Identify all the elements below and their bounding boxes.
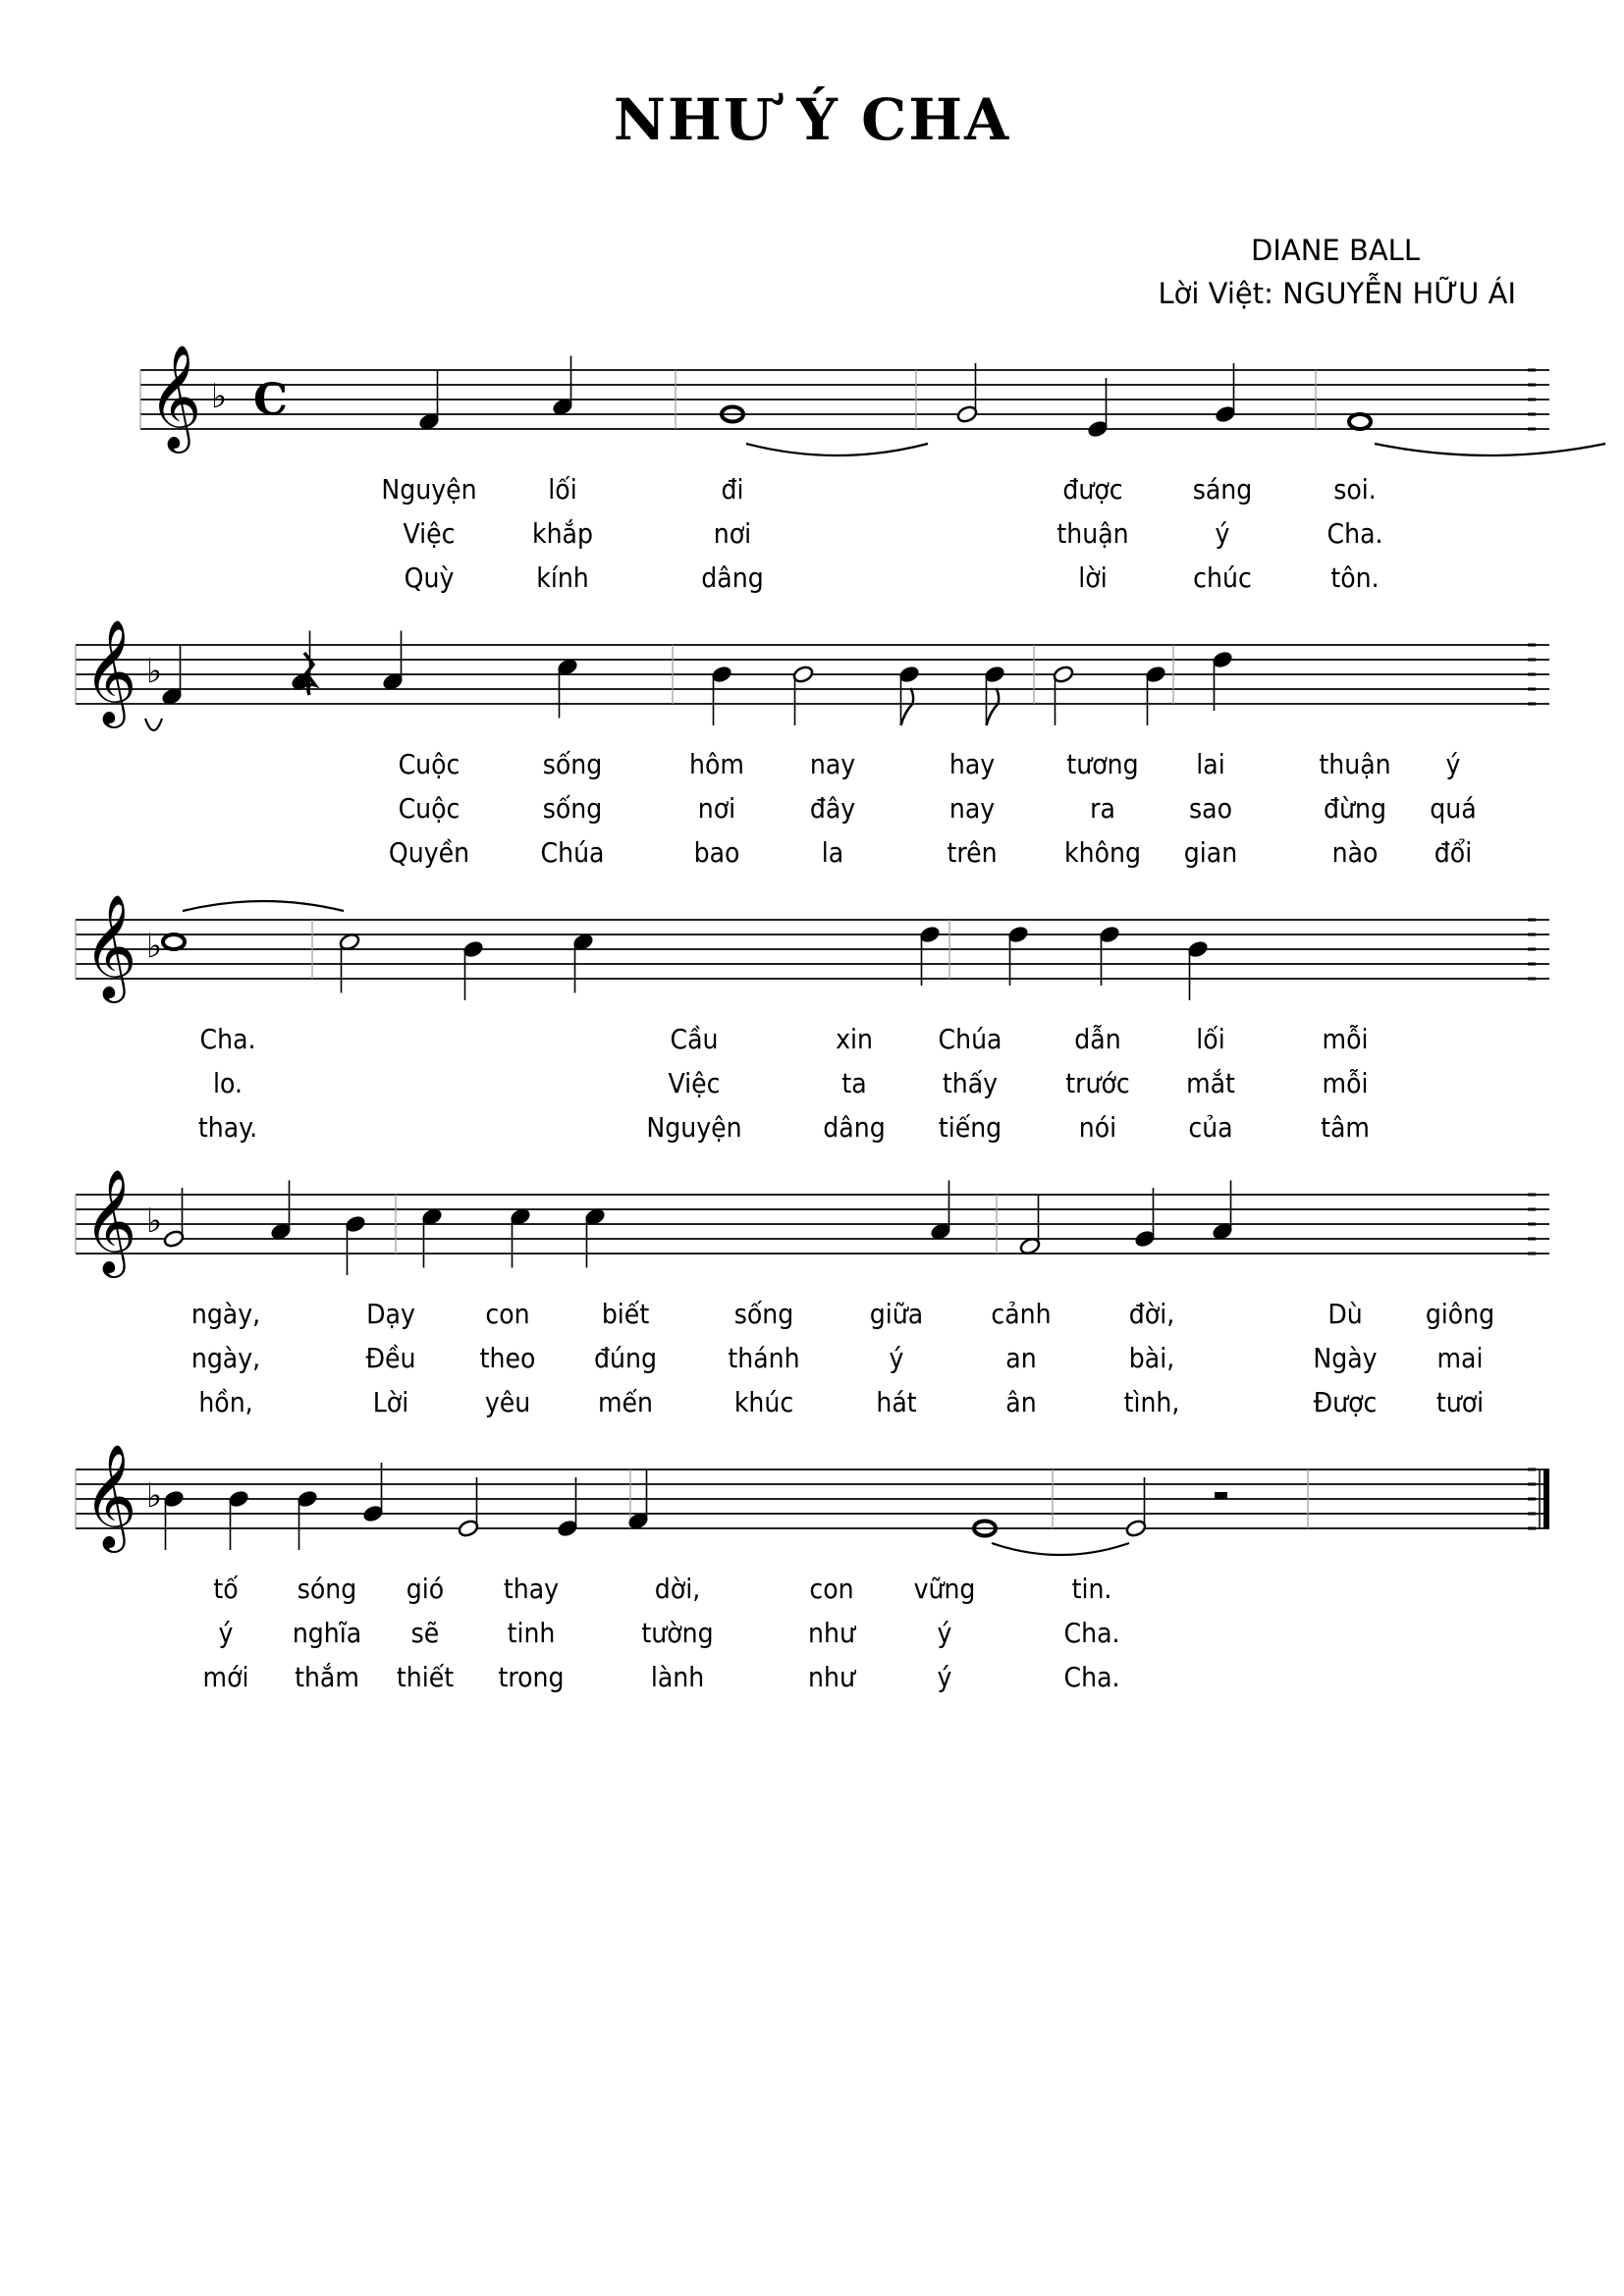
staff-system-3 <box>76 893 1549 1003</box>
lyric-verse-2-word: sống <box>542 792 603 825</box>
lyric-verse-3-word: yêu <box>484 1386 531 1418</box>
common-time-icon: C <box>253 375 289 425</box>
lyric-verse-2-word: ý <box>1215 517 1230 550</box>
eighth-note <box>984 665 1006 725</box>
lyric-verse-3-word: Lời <box>372 1386 409 1418</box>
quarter-note <box>418 371 441 432</box>
lyric-verse-1-word: xin <box>836 1023 873 1055</box>
lyric-verse-3-word: tôn. <box>1330 561 1380 594</box>
quarter-note <box>297 1489 319 1550</box>
treble-clef-icon: 𝄞 <box>83 1443 137 1548</box>
quarter-note <box>163 1489 186 1550</box>
lyric-verse-1-word: vững <box>913 1573 976 1605</box>
quarter-note <box>510 1207 532 1268</box>
lyric-verse-2-word: nghĩa <box>292 1617 362 1649</box>
lyric-verse-2-word: nay <box>948 792 996 825</box>
quarter-note <box>228 1489 250 1550</box>
quarter-note <box>462 939 485 1000</box>
quarter-note <box>557 1477 579 1538</box>
lyric-verse-3-word: không <box>1064 836 1141 869</box>
lyric-verse-1-word: được <box>1062 473 1123 506</box>
lyric-verse-2-word: ngày, <box>190 1342 261 1374</box>
lyric-verse-2-word: tinh <box>507 1617 556 1649</box>
half-note <box>956 363 979 424</box>
lyric-verse-3-word: khúc <box>733 1386 794 1418</box>
lyric-verse-2-word: ý <box>889 1342 904 1374</box>
lyric-verse-2-word: khắp <box>532 517 593 550</box>
lyric-verse-1-word: soi. <box>1333 473 1377 506</box>
quarter-note <box>421 1207 444 1268</box>
lyric-verse-1-word: Cha. <box>199 1023 256 1055</box>
half-note <box>458 1477 480 1538</box>
lyric-verse-3-word: ân <box>1005 1386 1037 1418</box>
lyric-verse-1-word: thay <box>503 1573 560 1605</box>
half-note <box>1125 1477 1148 1538</box>
tie-curve <box>183 901 344 911</box>
lyric-verse-1-word: sóng <box>297 1573 357 1605</box>
whole-note <box>1349 414 1371 429</box>
quarter-note <box>572 933 595 993</box>
treble-clef-icon: 𝄞 <box>83 618 137 723</box>
half-note <box>1019 1196 1042 1256</box>
lyric-verse-3-word: ý <box>937 1661 952 1693</box>
lyric-verse-2-word: nơi <box>697 792 736 825</box>
treble-clef-icon: 𝄞 <box>83 1168 137 1273</box>
staff-system-5 <box>76 1443 1549 1555</box>
lyric-verse-1-word: hay <box>948 748 996 780</box>
lyric-verse-1-word: mỗi <box>1322 1023 1369 1055</box>
lyric-verse-3-word: của <box>1188 1111 1233 1144</box>
staff-system-4 <box>76 1168 1549 1278</box>
whole-note <box>163 934 185 949</box>
staff-system-1 <box>140 344 1605 455</box>
lyric-verse-3-word: thắm <box>295 1661 359 1693</box>
quarter-note <box>930 1181 952 1242</box>
lyric-verse-2-word: sẽ <box>410 1617 440 1649</box>
lyric-verse-2-word: sao <box>1189 792 1232 825</box>
lyric-verse-3-word: nói <box>1078 1111 1117 1144</box>
lyric-verse-1-word: Dạy <box>366 1298 415 1330</box>
lyric-verse-1-word: lối <box>1196 1023 1225 1055</box>
flat-key-signature-icon: ♭ <box>211 377 228 416</box>
lyric-verse-3-word: thiết <box>396 1661 455 1693</box>
quarter-note <box>161 646 184 707</box>
treble-clef-icon: 𝄞 <box>83 893 137 998</box>
lyric-verse-2-word: đừng <box>1324 792 1386 825</box>
quarter-note <box>919 925 942 986</box>
tie-curve <box>1375 444 1605 455</box>
lyric-verse-3-word: trong <box>498 1661 565 1693</box>
lyric-verse-1-word: ý <box>1445 748 1461 780</box>
lyric-verse-3-word: trên <box>947 836 998 869</box>
tie-curve <box>746 444 928 455</box>
lyric-verse-1-word: Cuộc <box>398 748 460 780</box>
lyric-verse-2-word: Cha. <box>1063 1617 1120 1649</box>
half-note <box>792 665 815 725</box>
lyric-verse-1-word: Chúa <box>938 1023 1002 1055</box>
lyric-verse-1-word: sống <box>542 748 603 780</box>
lyric-verse-2-word: mai <box>1436 1342 1484 1374</box>
quarter-note <box>711 665 733 725</box>
lyric-verse-3-word: hát <box>876 1386 917 1418</box>
lyric-verse-2-word: nơi <box>713 517 752 550</box>
lyric-verse-1-word: sáng <box>1192 473 1253 506</box>
quarter-note <box>1187 939 1210 1000</box>
lyric-verse-2-word: thuận <box>1056 517 1129 550</box>
lyric-verse-3-word: tình, <box>1123 1386 1180 1418</box>
lyricist-credit: Lời Việt: NGUYỄN HỮU ÁI <box>1158 277 1516 310</box>
tie-curve <box>992 1543 1129 1555</box>
lyric-verse-3-word: tươi <box>1435 1386 1485 1418</box>
lyric-verse-3-word: mến <box>597 1386 654 1418</box>
quarter-note <box>291 631 313 692</box>
lyric-verse-2-word: quá <box>1430 792 1477 825</box>
lyric-verse-2-word: mỗi <box>1322 1067 1369 1099</box>
lyric-verse-1-word: đi <box>721 473 744 506</box>
lyric-verse-1-word: nay <box>809 748 856 780</box>
lyric-verse-1-word: dẫn <box>1074 1023 1121 1055</box>
lyric-verse-3-word: Chúa <box>540 836 605 869</box>
lyric-verse-2-word: tường <box>641 1617 714 1649</box>
quarter-note <box>1215 363 1237 424</box>
lyric-verse-3-word: dâng <box>823 1111 886 1144</box>
lyric-verse-3-word: Cha. <box>1063 1661 1120 1693</box>
flat-key-signature-icon: ♭ <box>146 652 163 691</box>
quarter-note <box>552 356 574 417</box>
lyric-verse-1-word: lối <box>548 473 577 506</box>
lyric-verse-3-word: thay. <box>197 1111 258 1144</box>
half-note <box>163 1188 186 1249</box>
quarter-note <box>1087 378 1110 439</box>
lyric-verse-1-word: hôm <box>689 748 744 780</box>
lyric-verse-3-word: lời <box>1078 561 1108 594</box>
song-title: NHƯ Ý CHA <box>613 86 1011 153</box>
lyric-verse-2-word: Việc <box>403 517 456 550</box>
composer-credit: DIANE BALL <box>1250 234 1420 267</box>
lyric-verse-2-word: lo. <box>213 1067 243 1099</box>
lyric-verse-1-word: tố <box>213 1573 239 1605</box>
lyric-verse-2-word: đúng <box>594 1342 657 1374</box>
lyric-verse-1-word: giông <box>1425 1298 1495 1330</box>
staff-system-2 <box>76 618 1549 730</box>
quarter-note <box>557 658 579 719</box>
lyric-verse-2-word: ta <box>841 1067 867 1099</box>
lyric-verse-2-word: an <box>1005 1342 1037 1374</box>
lyric-verse-2-word: trước <box>1065 1067 1130 1099</box>
lyric-verse-2-word: Cuộc <box>398 792 460 825</box>
lyric-verse-3-word: Quyền <box>388 836 470 869</box>
lyric-verse-3-word: kính <box>536 561 589 594</box>
lyric-verse-1-word: Nguyện <box>381 473 477 506</box>
lyric-verse-1-word: đời, <box>1128 1298 1175 1330</box>
half-note <box>1053 665 1075 725</box>
lyric-verse-2-word: thấy <box>942 1067 999 1099</box>
lyric-verse-1-word: Dù <box>1327 1298 1363 1330</box>
eighth-note <box>898 665 921 725</box>
lyric-verse-1-word: lai <box>1196 748 1225 780</box>
lyric-verse-2-word: Cha. <box>1326 517 1383 550</box>
half-note <box>339 933 361 993</box>
lyric-verse-3-word: gian <box>1183 836 1238 869</box>
lyric-verse-1-word: tin. <box>1071 1573 1112 1605</box>
quarter-note <box>270 1181 293 1242</box>
lyric-verse-3-word: đổi <box>1434 836 1473 869</box>
lyric-verse-3-word: lành <box>650 1661 705 1693</box>
lyric-verse-1-word: sống <box>733 1298 794 1330</box>
lyric-verse-3-word: tâm <box>1321 1111 1370 1144</box>
lyric-verse-2-word: ra <box>1090 792 1115 825</box>
lyric-verse-2-word: ý <box>937 1617 952 1649</box>
quarter-note <box>1212 650 1234 711</box>
lyric-verse-1-word: con <box>809 1573 854 1605</box>
lyric-verse-1-word: gió <box>406 1573 445 1605</box>
quarter-note <box>362 1463 385 1523</box>
lyric-verse-2-word: Đều <box>365 1342 416 1374</box>
lyric-verse-2-word: mắt <box>1186 1067 1235 1099</box>
tie-curve <box>145 719 162 730</box>
lyric-verse-1-word: Cầu <box>670 1023 719 1055</box>
flat-key-signature-icon: ♭ <box>146 1201 163 1241</box>
half-rest-icon <box>1215 1492 1227 1499</box>
lyric-verse-3-word: Được <box>1313 1386 1378 1418</box>
lyric-verse-2-word: Ngày <box>1313 1342 1378 1374</box>
lyric-verse-3-word: Nguyện <box>646 1111 742 1144</box>
flat-key-signature-icon: ♭ <box>146 1476 163 1516</box>
lyric-verse-2-word: như <box>808 1617 855 1649</box>
lyric-verse-3-word: bao <box>693 836 740 869</box>
lyric-verse-3-word: la <box>821 836 844 869</box>
quarter-note <box>1007 925 1030 986</box>
quarter-note <box>382 631 405 692</box>
lyric-verse-3-word: như <box>808 1661 855 1693</box>
lyric-verse-3-word: hồn, <box>198 1386 253 1418</box>
lyric-verse-2-word: Việc <box>668 1067 721 1099</box>
quarter-note <box>345 1214 367 1275</box>
flat-key-signature-icon: ♭ <box>146 927 163 966</box>
quarter-note <box>1099 925 1121 986</box>
lyric-verse-1-word: dời, <box>654 1573 701 1605</box>
lyric-verse-3-word: tiếng <box>938 1111 1002 1144</box>
lyric-verse-3-word: chúc <box>1193 561 1252 594</box>
quarter-note <box>1134 1188 1157 1249</box>
lyric-verse-2-word: bài, <box>1128 1342 1175 1374</box>
quarter-note <box>1212 1181 1234 1242</box>
lyric-verse-2-word: đây <box>809 792 856 825</box>
treble-clef-icon: 𝄞 <box>148 344 202 449</box>
lyric-verse-1-word: cảnh <box>991 1298 1052 1330</box>
lyric-verse-2-word: thánh <box>728 1342 800 1374</box>
lyric-verse-3-word: dâng <box>701 561 764 594</box>
lyric-verse-1-word: tương <box>1066 748 1139 780</box>
lyric-verse-1-word: biết <box>601 1298 650 1330</box>
quarter-note <box>1145 665 1167 725</box>
lyric-verse-3-word: nào <box>1331 836 1379 869</box>
lyric-verse-3-word: Quỳ <box>404 561 455 594</box>
lyric-verse-2-word: theo <box>479 1342 536 1374</box>
lyric-verse-1-word: giữa <box>869 1298 924 1330</box>
lyric-verse-1-word: con <box>485 1298 530 1330</box>
final-barline-thick <box>1543 1469 1549 1528</box>
lyric-verse-3-word: mới <box>202 1661 249 1693</box>
quarter-note <box>584 1207 607 1268</box>
lyric-verse-1-word: ngày, <box>190 1298 261 1330</box>
lyric-verse-2-word: ý <box>218 1617 234 1649</box>
lyric-verse-1-word: thuận <box>1319 748 1391 780</box>
